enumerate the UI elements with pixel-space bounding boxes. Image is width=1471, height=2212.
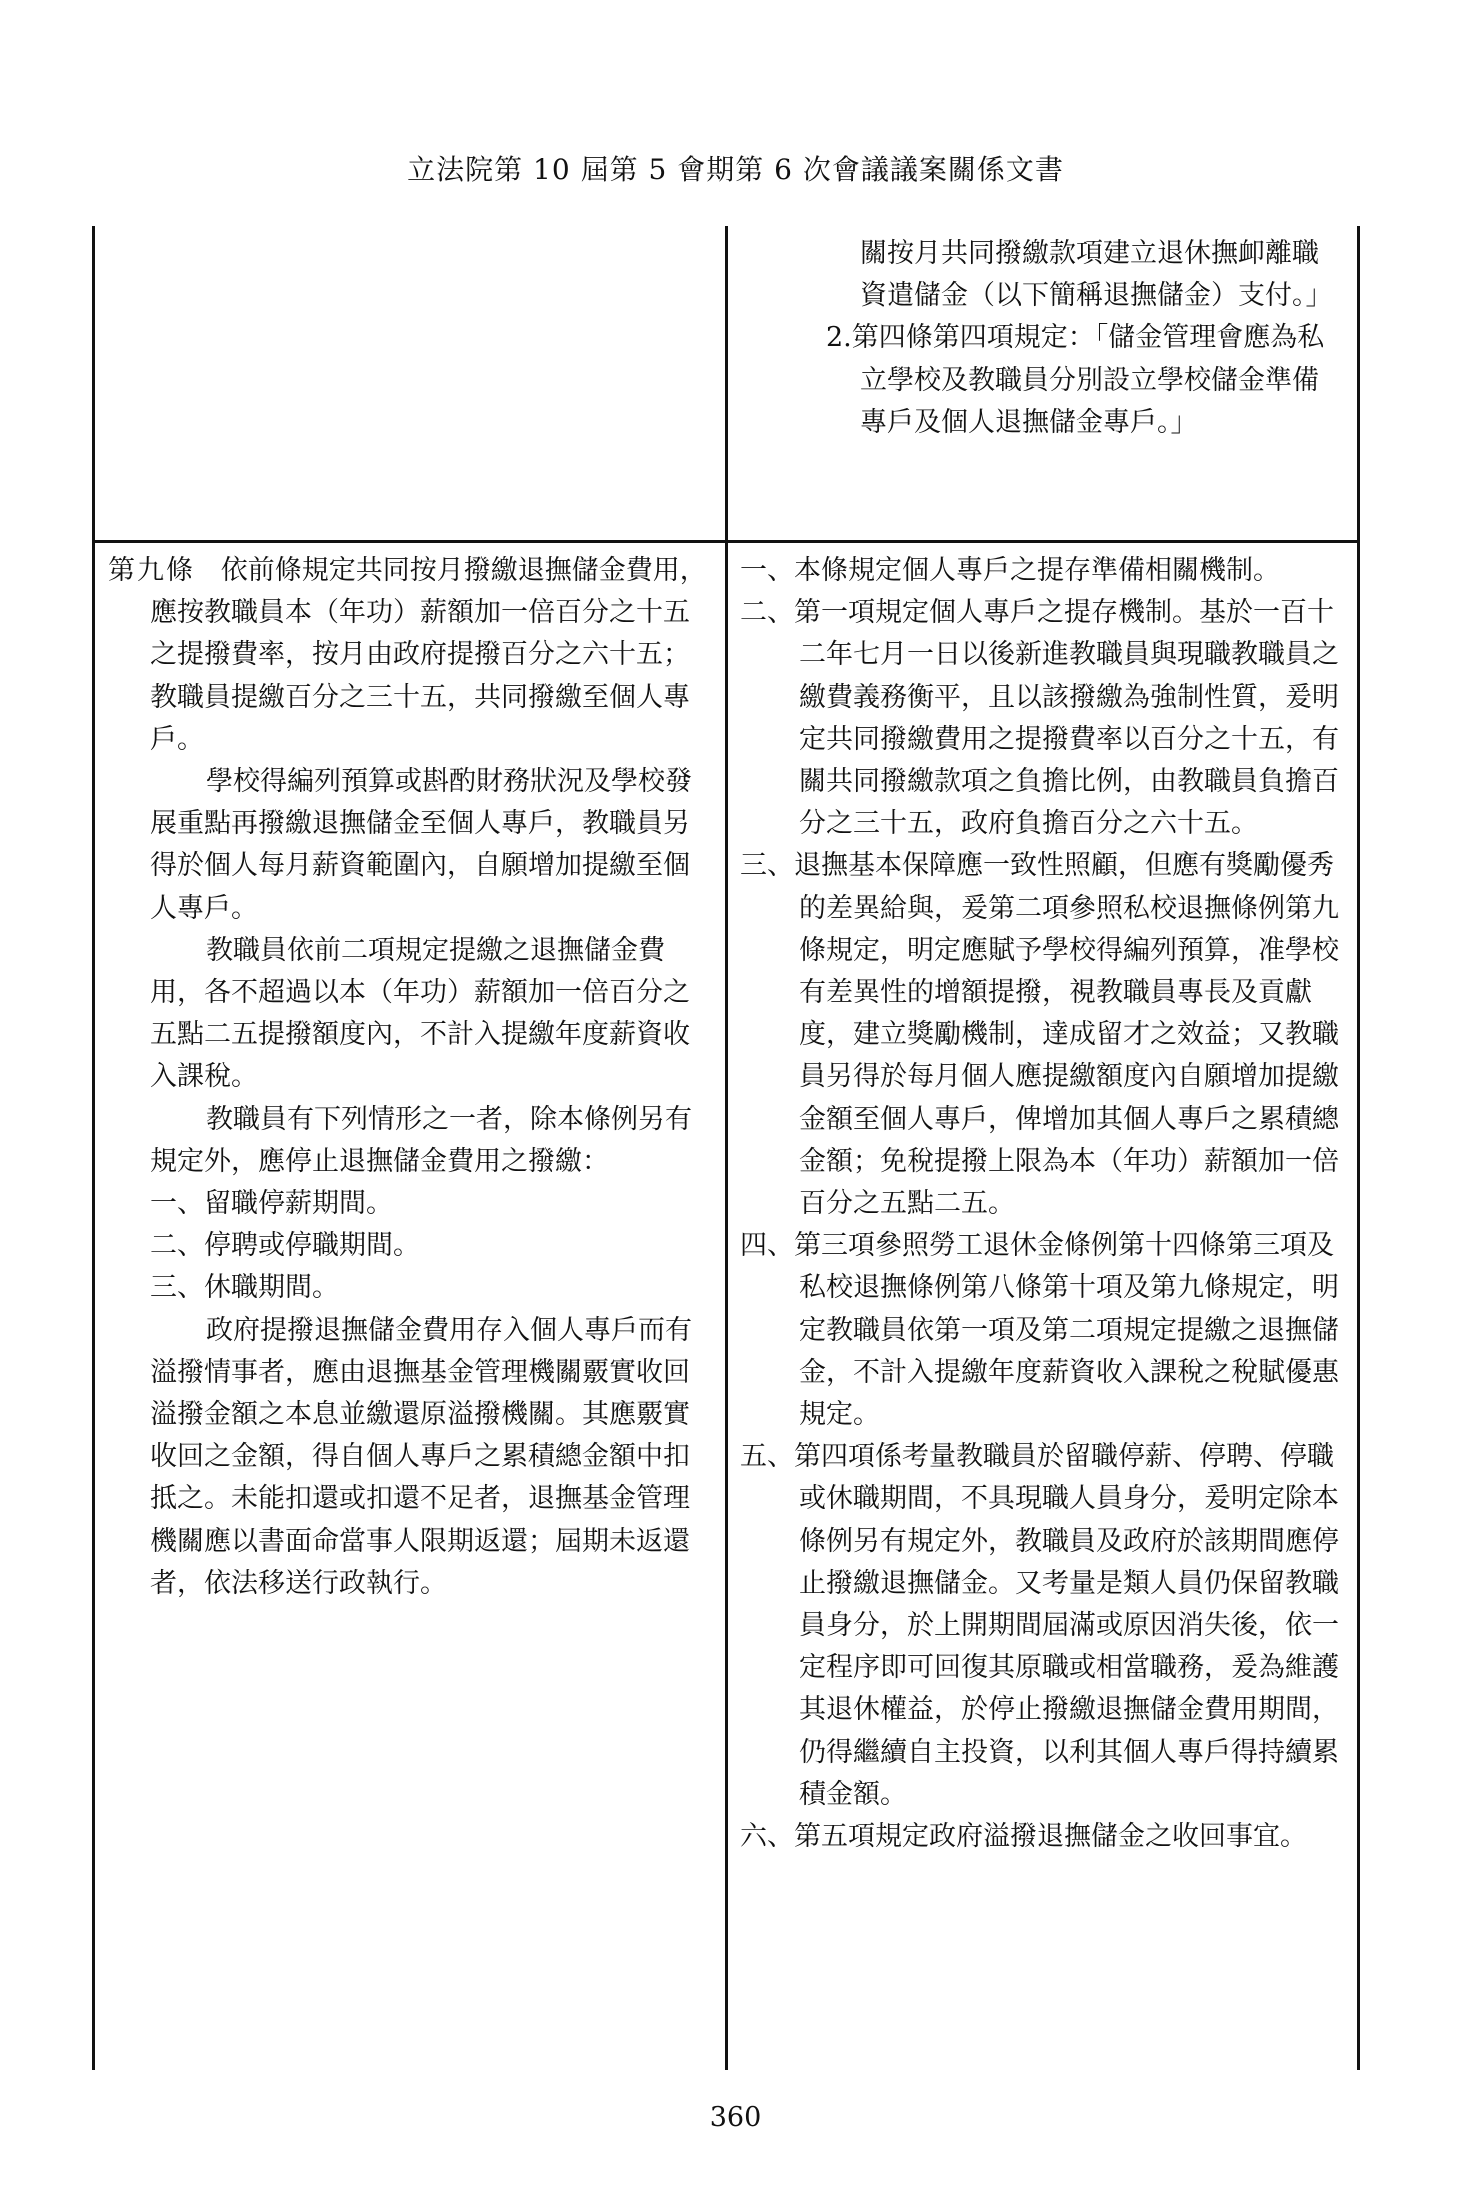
article-text-cell — [108, 550, 710, 1605]
article-list-item: 一、留職停薪期間。 — [150, 1188, 393, 1220]
page-header: 立法院第 10 屆第 5 會期第 6 次會議議案關係文書 — [407, 153, 1064, 186]
article-label: 第九條 — [108, 555, 195, 586]
explanation-item-5: 五、第四項係考量教職員於留職停薪、停聘、停職或休職期間，不具現職人員身分，爰明定除本條例另有規定外，教職員及政府於該期間應停止撥繳退撫儲金。又考量是類人員仍保留教職員身分，於上開期間屆滿或原因消失後，依一定程序即可回復其原職或相當職務，爰為維護其退休權益，於停止撥繳退撫儲金費用期間，仍得繼續自主投資，以利其個人專戶得持續累積金額。 — [740, 1441, 1339, 1810]
table-column-divider — [725, 226, 728, 2070]
continuation-text: 關按月共同撥繳款項建立退休撫卹離職資遣儲金（以下簡稱退撫儲金）支付。」 — [860, 238, 1333, 312]
page-number: 360 — [709, 2102, 762, 2133]
explanation-item-1: 一、本條規定個人專戶之提存準備相關機制。 — [740, 555, 1280, 586]
explanation-item-4: 四、第三項參照勞工退休金條例第十四條第三項及私校退撫條例第八條第十項及第九條規定，明定教職員依第一項及第二項規定提繳之退撫儲金，不計入提繳年度薪資收入課稅之稅賦優惠規定。 — [740, 1230, 1339, 1431]
article-paragraph-5: 政府提撥退撫儲金費用存入個人專戶而有溢撥情事者，應由退撫基金管理機關覈實收回溢撥金額之本息並繳還原溢撥機關。其應覈實收回之金額，得自個人專戶之累積總金額中扣抵之。未能扣還或扣還不足者，退撫基金管理機關應以書面命當事人限期返還；屆期未返還者，依法移送行政執行。 — [150, 1314, 692, 1599]
article-paragraph-1: 依前條規定共同按月撥繳退撫儲金費用，應按教職員本（年功）薪額加一倍百分之十五之提撥費率，按月由政府提撥百分之六十五；教職員提繳百分之三十五，共同撥繳至個人專戶。 — [150, 555, 707, 755]
explanation-subitem-2: 2.第四條第四項規定：「儲金管理會應為私立學校及教職員分別設立學校儲金準備專戶及個人退撫儲金專戶。」 — [826, 322, 1325, 438]
article-list-item: 三、休職期間。 — [150, 1272, 339, 1304]
article-paragraph-3: 教職員依前二項規定提繳之退撫儲金費用，各不超過以本（年功）薪額加一倍百分之五點二五提撥額度內，不計入提繳年度薪資收入課稅。 — [150, 934, 690, 1093]
table-right-border — [1357, 226, 1360, 2070]
article-paragraph-4: 教職員有下列情形之一者，除本條例另有規定外，應停止退撫儲金費用之撥繳： — [150, 1103, 692, 1177]
explanation-cell — [740, 550, 1345, 1858]
explanation-item-6: 六、第五項規定政府溢撥退撫儲金之收回事宜。 — [740, 1821, 1307, 1853]
article-list-item: 二、停聘或停職期間。 — [150, 1230, 420, 1262]
article-first-paragraph — [108, 550, 710, 761]
explanation-item-3: 三、退撫基本保障應一致性照顧，但應有獎勵優秀的差異給與，爰第二項參照私校退撫條例第九條規定，明定應賦予學校得編列預算，准學校有差異性的增額提撥，視教職員專長及貢獻度，建立獎勵機制，達成留才之效益；又教職員另得於每月個人應提繳額度內自願增加提繳金額至個人專戶，俾增加其個人專戶之累積總金額；免稅提撥上限為本（年功）薪額加一倍百分之五點二五。 — [740, 850, 1339, 1220]
explanation-continuation-cell — [826, 233, 1345, 444]
table-row-divider — [92, 540, 1360, 543]
explanation-item-2: 二、第一項規定個人專戶之提存機制。基於一百十二年七月一日以後新進教職員與現職教職員之繳費義務衡平，且以該撥繳為強制性質，爰明定共同撥繳費用之提撥費率以百分之十五，有關共同撥繳款項之負擔比例，由教職員負擔百分之三十五，政府負擔百分之六十五。 — [740, 597, 1339, 840]
article-paragraph-2: 學校得編列預算或斟酌財務狀況及學校發展重點再撥繳退撫儲金至個人專戶，教職員另得於個人每月薪資範圍內，自願增加提繳至個人專戶。 — [150, 766, 692, 924]
table-left-border — [92, 226, 95, 2070]
